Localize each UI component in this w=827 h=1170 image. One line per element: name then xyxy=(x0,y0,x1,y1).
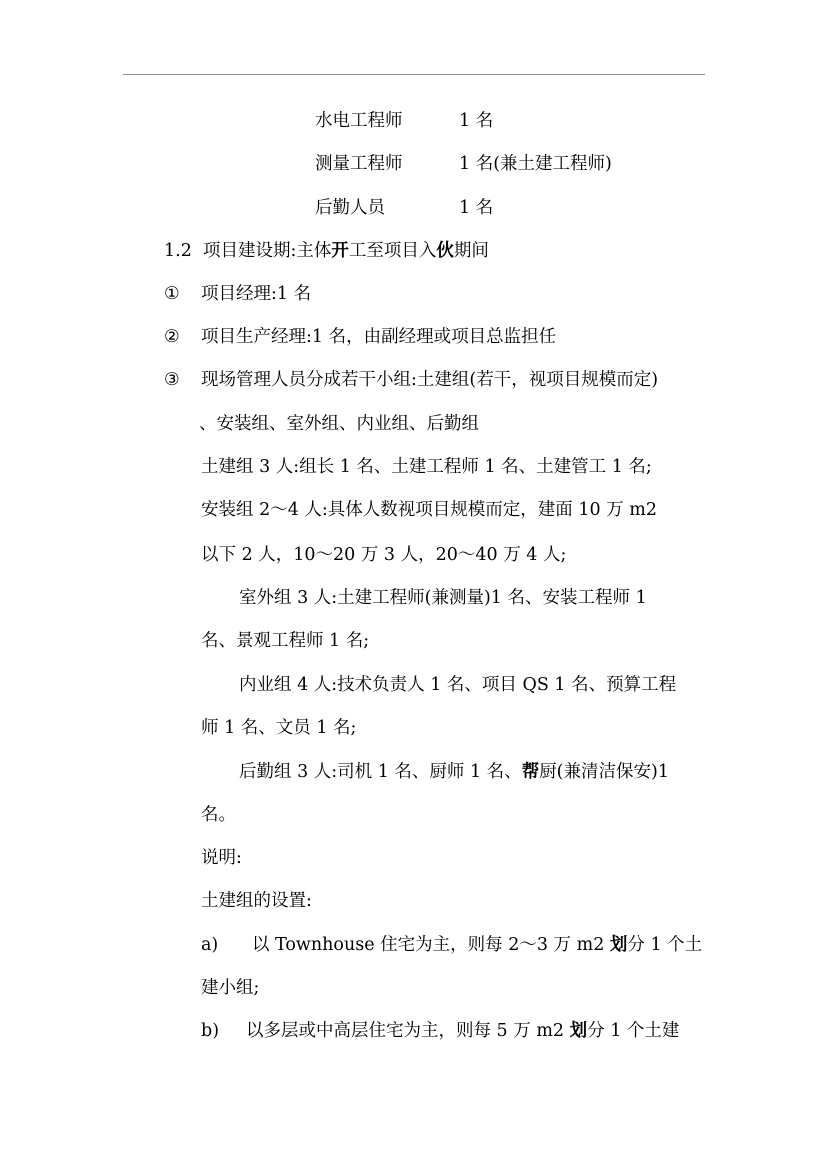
note-bold-char: 划 xyxy=(609,935,628,955)
item-1 xyxy=(164,284,180,304)
tujian-group-line: 土建组 3 人:组长 1 名、土建工程师 1 名、土建管工 1 名; xyxy=(201,457,652,477)
section-number: 1.2 xyxy=(164,241,192,261)
anzhuang-group-line-2: 以下 2 人，10～20 万 3 人，20～40 万 4 人; xyxy=(201,545,567,565)
circled-number-3: ③ xyxy=(164,370,180,390)
note-text: 分 1 个土建 xyxy=(587,1021,680,1041)
staff-count: 1 名 xyxy=(459,111,494,131)
note-text: 以 Townhouse 住宅为主，则每 2～3 万 m2 xyxy=(252,935,610,955)
circled-number-1: ① xyxy=(164,284,180,304)
item-2-text: 项目生产经理:1 名，由副经理或项目总监担任 xyxy=(201,327,557,347)
note-b-line-1 xyxy=(246,1021,679,1041)
section-heading-1-2 xyxy=(164,241,489,261)
item-2 xyxy=(164,327,180,347)
explanation-label: 说明: xyxy=(201,848,242,868)
item-3-line-2: 、安装组、室外组、内业组、后勤组 xyxy=(199,414,479,434)
neiye-group-line-1: 内业组 4 人:技术负责人 1 名、项目 QS 1 名、预算工程 xyxy=(239,675,677,695)
staff-role: 测量工程师 xyxy=(315,154,403,174)
note-text: 以多层或中高层住宅为主，则每 5 万 m2 xyxy=(246,1021,570,1041)
neiye-group-line-2: 师 1 名、文员 1 名; xyxy=(201,718,357,738)
tujian-setup-heading: 土建组的设置: xyxy=(201,891,312,911)
note-a-line-1 xyxy=(252,935,702,955)
anzhuang-group-line-1: 安装组 2～4 人:具体人数视项目规模而定，建面 10 万 m2 xyxy=(201,500,657,520)
item-3-line-1: 现场管理人员分成若干小组:土建组(若干，视项目规模而定) xyxy=(201,370,659,390)
section-text: 期间 xyxy=(453,241,489,261)
note-text: 分 1 个土 xyxy=(627,935,703,955)
note-b-marker: b) xyxy=(201,1021,220,1041)
staff-count: 1 名(兼土建工程师) xyxy=(459,154,612,174)
houqin-text: 厨(兼清洁保安)1 xyxy=(539,762,669,782)
section-text: 工至项目入 xyxy=(348,241,437,261)
houqin-group-line-1 xyxy=(239,762,669,782)
note-a-marker: a) xyxy=(201,935,219,955)
staff-role: 水电工程师 xyxy=(315,111,403,131)
shiwai-group-line-1: 室外组 3 人:土建工程师(兼测量)1 名、安装工程师 1 xyxy=(239,588,647,608)
section-text: 项目建设期:主体 xyxy=(202,241,332,261)
note-a-line-2: 建小组; xyxy=(201,978,260,998)
circled-number-2: ② xyxy=(164,327,180,347)
item-1-text: 项目经理:1 名 xyxy=(201,284,312,304)
note-bold-char: 划 xyxy=(569,1021,588,1041)
section-bold-char: 伙 xyxy=(436,241,454,261)
header-rule xyxy=(123,74,705,75)
staff-count: 1 名 xyxy=(459,198,494,218)
houqin-text: 后勤组 3 人:司机 1 名、厨师 1 名、 xyxy=(239,762,522,782)
shiwai-group-line-2: 名、景观工程师 1 名; xyxy=(201,631,370,651)
houqin-group-line-2: 名。 xyxy=(201,805,236,825)
item-3 xyxy=(164,370,180,390)
houqin-bold-char: 帮 xyxy=(521,762,540,782)
staff-role: 后勤人员 xyxy=(315,198,385,218)
section-bold-char: 开 xyxy=(331,241,349,261)
